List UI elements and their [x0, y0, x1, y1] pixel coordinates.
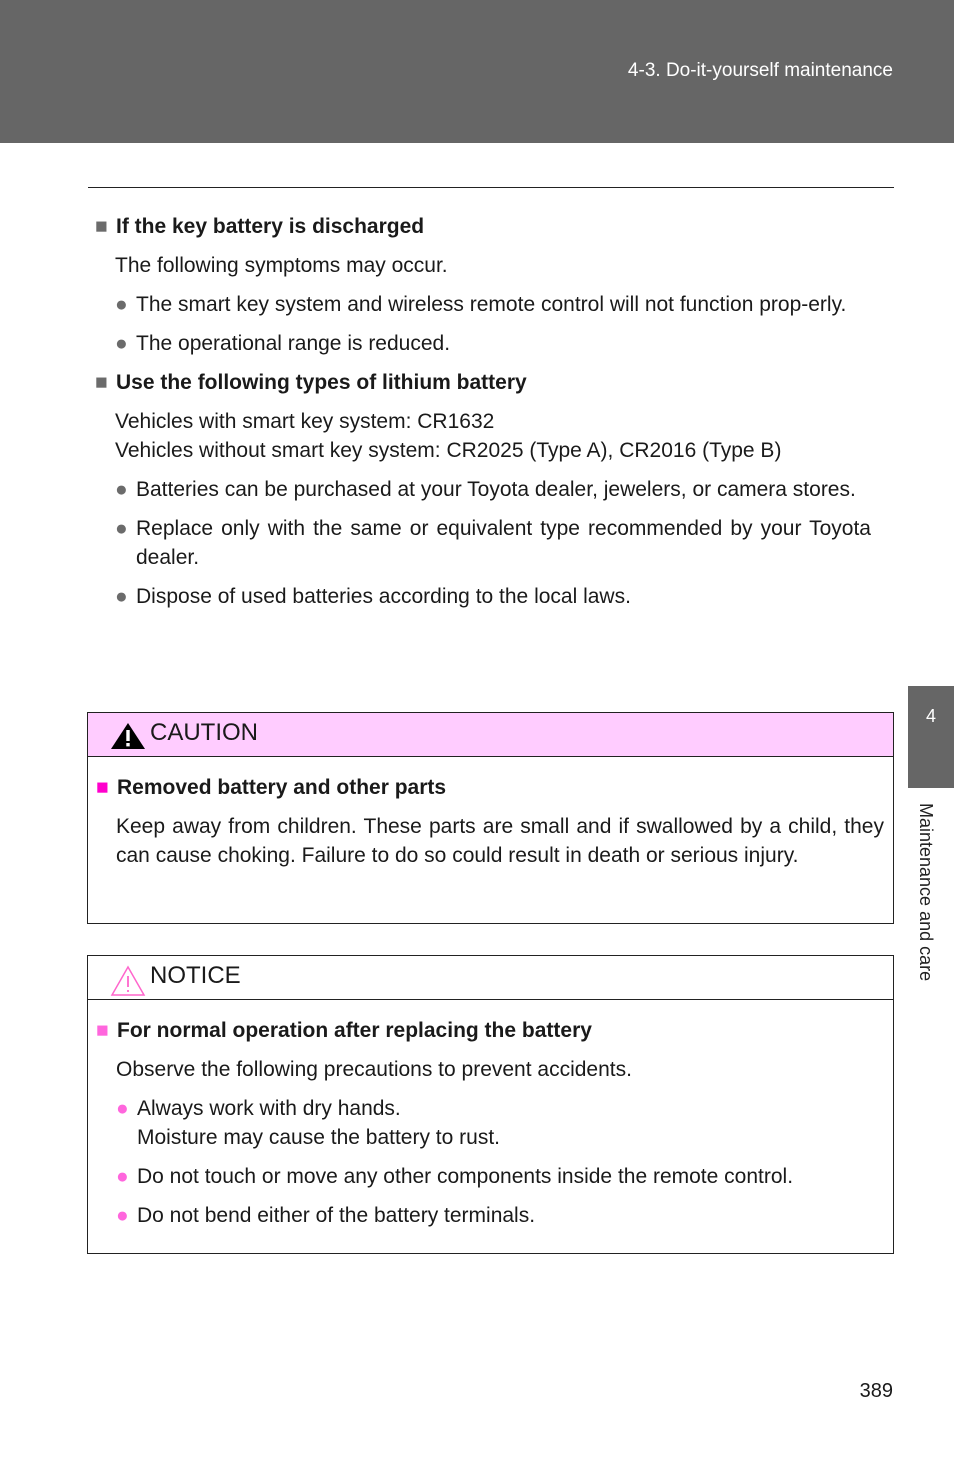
- list-item: ● Do not bend either of the battery terminals.: [116, 1201, 884, 1230]
- chapter-label: Maintenance and care: [916, 803, 936, 982]
- notice-label: NOTICE: [150, 962, 241, 989]
- list-item: ● Replace only with the same or equivalent type recommended by your Toyota dealer.: [115, 514, 871, 572]
- caution-heading: ■ Removed battery and other parts: [96, 773, 884, 802]
- chapter-tab[interactable]: [908, 686, 954, 788]
- list-item: ● Always work with dry hands. Moisture may cause the battery to rust.: [116, 1094, 884, 1152]
- notice-body: [88, 1000, 893, 1230]
- list-item: ● The operational range is reduced.: [115, 329, 871, 358]
- section-heading: ■ Use the following types of lithium battery: [95, 368, 871, 397]
- notice-header: [88, 956, 893, 1000]
- bullet-dot-icon: ●: [116, 1165, 129, 1188]
- bullet-dot-icon: ●: [115, 517, 128, 540]
- square-bullet-icon: ■: [95, 371, 108, 394]
- warning-triangle-icon: [110, 722, 146, 750]
- list-item: ● The smart key system and wireless remote control will not function prop-erly.: [115, 290, 871, 319]
- page-header: [0, 0, 954, 143]
- page-number: 389: [859, 1380, 893, 1402]
- list-item: ● Do not touch or move any other components inside the remote control.: [116, 1162, 884, 1191]
- notice-heading: ■ For normal operation after replacing the battery: [96, 1016, 884, 1045]
- bullet-dot-icon: ●: [115, 585, 128, 608]
- caution-box: [87, 712, 894, 924]
- caution-text: Keep away from children. These parts are small and if swallowed by a child, they can cause choking. Failure to do so could result in death or serious injury.: [116, 815, 884, 867]
- paragraph: Vehicles with smart key system: CR1632: [115, 410, 495, 433]
- caution-header: [88, 713, 893, 757]
- notice-box: [87, 955, 894, 1254]
- bullet-dot-icon: ●: [116, 1204, 129, 1227]
- square-bullet-icon: ■: [96, 776, 109, 799]
- caution-label: CAUTION: [150, 719, 258, 746]
- bullet-dot-icon: ●: [115, 478, 128, 501]
- paragraph: Vehicles without smart key system: CR2025 (Type A), CR2016 (Type B): [115, 439, 782, 462]
- notice-intro: Observe the following precautions to prevent accidents.: [116, 1058, 632, 1081]
- section-title: 4-3. Do-it-yourself maintenance: [627, 60, 893, 81]
- paragraph: The following symptoms may occur.: [115, 254, 448, 277]
- warning-triangle-outline-icon: [110, 965, 146, 997]
- section-heading: ■ If the key battery is discharged: [95, 212, 871, 241]
- header-rule: [88, 187, 894, 188]
- square-bullet-icon: ■: [96, 1019, 109, 1042]
- square-bullet-icon: ■: [95, 215, 108, 238]
- chapter-number: 4: [925, 706, 936, 726]
- main-content: [95, 212, 871, 621]
- caution-body: [88, 757, 893, 870]
- bullet-dot-icon: ●: [115, 332, 128, 355]
- bullet-dot-icon: ●: [116, 1097, 129, 1120]
- bullet-dot-icon: ●: [115, 293, 128, 316]
- list-item: ● Dispose of used batteries according to the local laws.: [115, 582, 871, 611]
- list-item: ● Batteries can be purchased at your Toyota dealer, jewelers, or camera stores.: [115, 475, 871, 504]
